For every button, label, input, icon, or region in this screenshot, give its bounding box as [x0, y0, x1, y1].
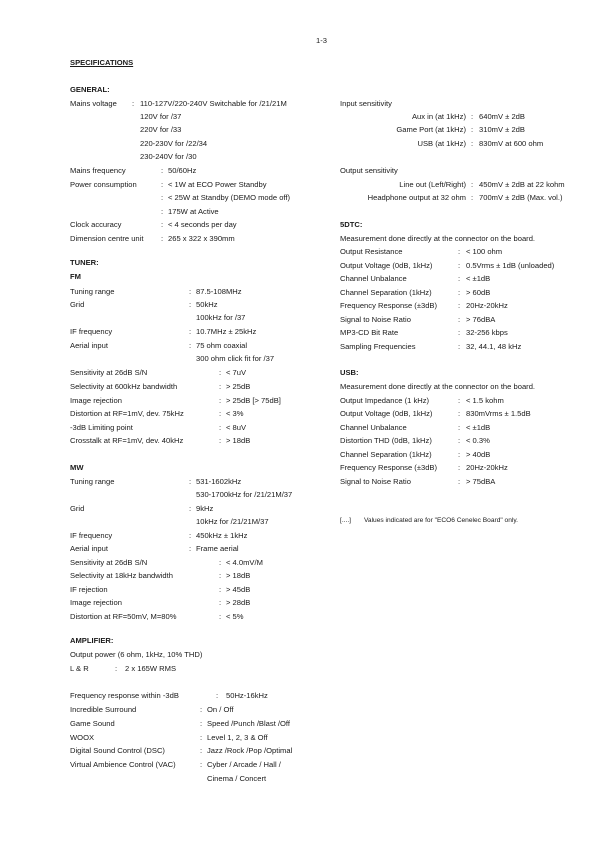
mw-tuning-range-value: 531-1602kHz: [196, 477, 242, 486]
mw-if-rejection-value: > 45dB: [226, 585, 251, 594]
game-sound-value: Speed /Punch /Blast /Off: [207, 719, 291, 728]
output-sensitivity-value: 700mV ± 2dB (Max. vol.): [479, 193, 563, 202]
vac-value: Cinema / Concert: [207, 774, 267, 783]
mw-if-rejection-label: IF rejection: [70, 585, 108, 594]
dtc-colon: :: [458, 288, 461, 297]
mains-voltage-value: 120V for /37: [140, 112, 182, 121]
amp-colon: :: [200, 746, 203, 755]
mw-image-rejection-value: > 28dB: [226, 598, 251, 607]
mw-colon: :: [189, 544, 192, 553]
usb-value: < 1.5 kohm: [466, 396, 504, 405]
fm-selectivity-value: > 25dB: [226, 382, 251, 391]
power-consumption-label: Power consumption: [70, 180, 137, 189]
dtc-intro: Measurement done directly at the connector on the board.: [340, 234, 536, 243]
power-consumption-value: 175W at Active: [168, 207, 219, 216]
power-consumption-colon: :: [161, 207, 164, 216]
mw-heading: MW: [70, 463, 84, 472]
input-sensitivity-label: USB (at 1kHz): [417, 139, 466, 148]
clock-accuracy-colon: :: [161, 220, 164, 229]
fm-colon: :: [219, 382, 222, 391]
fm-if-frequency-value: 10.7MHz ± 25kHz: [196, 327, 257, 336]
usb-colon: :: [458, 409, 461, 418]
dimension-colon: :: [161, 234, 164, 243]
power-consumption-value: < 25W at Standby (DEMO mode off): [168, 193, 291, 202]
input-sensitivity-colon: :: [471, 125, 474, 134]
mw-selectivity-label: Selectivity at 18kHz bandwidth: [70, 571, 173, 580]
dtc-label: Sampling Frequencies: [340, 342, 416, 351]
usb-value: > 40dB: [466, 450, 491, 459]
dtc-colon: :: [458, 301, 461, 310]
dtc-colon: :: [458, 328, 461, 337]
mw-colon: :: [189, 477, 192, 486]
fm-grid-label: Grid: [70, 300, 85, 309]
fm-crosstalk-value: > 18dB: [226, 436, 251, 445]
usb-value: < ±1dB: [466, 423, 491, 432]
fm-tuning-range-label: Tuning range: [70, 287, 115, 296]
fm-selectivity-label: Selectivity at 600kHz bandwidth: [70, 382, 178, 391]
input-sensitivity-colon: :: [471, 139, 474, 148]
fm-limiting-point-label: -3dB Limiting point: [70, 423, 133, 432]
mw-distortion-label: Distortion at RF=50mV, M=80%: [70, 612, 177, 621]
mw-colon: :: [219, 558, 222, 567]
output-sensitivity-colon: :: [471, 180, 474, 189]
mw-tuning-range-value: 530-1700kHz for /21/21M/37: [196, 490, 293, 499]
mw-aerial-input-label: Aerial input: [70, 544, 108, 553]
mw-colon: :: [219, 612, 222, 621]
output-sensitivity-heading: Output sensitivity: [340, 166, 398, 175]
general-heading: GENERAL:: [70, 85, 110, 94]
mw-sensitivity-label: Sensitivity at 26dB S/N: [70, 558, 148, 567]
dtc-value: < 100 ohm: [466, 247, 503, 256]
page-title: SPECIFICATIONS: [70, 58, 134, 67]
usb-label: Channel Unbalance: [340, 423, 407, 432]
dtc-heading: 5DTC:: [340, 220, 363, 229]
incredible-surround-label: Incredible Surround: [70, 705, 137, 714]
dtc-label: Signal to Noise Ratio: [340, 315, 411, 324]
usb-colon: :: [458, 436, 461, 445]
vac-value: Cyber / Arcade / Hall /: [207, 760, 281, 769]
dimension-value: 265 x 322 x 390mm: [168, 234, 235, 243]
footnote-text: Values indicated are for "ECO6 Cenelec Board" only.: [364, 517, 518, 524]
incredible-surround-value: On / Off: [207, 705, 234, 714]
mains-voltage-value: 110-127V/220-240V Switchable for /21/21M: [140, 99, 287, 108]
fm-colon: :: [189, 327, 192, 336]
clock-accuracy-label: Clock accuracy: [70, 220, 122, 229]
usb-label: Frequency Response (±3dB): [340, 463, 438, 472]
usb-heading: USB:: [340, 368, 359, 377]
dtc-label: Frequency Response (±3dB): [340, 301, 438, 310]
mw-tuning-range-label: Tuning range: [70, 477, 115, 486]
amp-colon: :: [200, 760, 203, 769]
vac-label: Virtual Ambience Control (VAC): [70, 760, 176, 769]
usb-value: 830mVrms ± 1.5dB: [466, 409, 531, 418]
game-sound-label: Game Sound: [70, 719, 115, 728]
input-sensitivity-label: Game Port (at 1kHz): [396, 125, 466, 134]
fm-aerial-input-value: 75 ohm coaxial: [196, 341, 248, 350]
usb-label: Distortion THD (0dB, 1kHz): [340, 436, 432, 445]
usb-label: Output Impedance (1 kHz): [340, 396, 430, 405]
dtc-value: 32-256 kbps: [466, 328, 508, 337]
mw-colon: :: [219, 571, 222, 580]
dimension-label: Dimension centre unit: [70, 234, 144, 243]
woox-label: WOOX: [70, 733, 95, 742]
fm-colon: :: [219, 409, 222, 418]
dtc-colon: :: [458, 274, 461, 283]
output-sensitivity-label: Line out (Left/Right): [399, 180, 466, 189]
mains-voltage-label: Mains voltage: [70, 99, 117, 108]
usb-label: Signal to Noise Ratio: [340, 477, 411, 486]
amp-colon: :: [200, 705, 203, 714]
input-sensitivity-value: 310mV ± 2dB: [479, 125, 525, 134]
usb-colon: :: [458, 396, 461, 405]
fm-grid-value: 100kHz for /37: [196, 313, 246, 322]
dtc-colon: :: [458, 261, 461, 270]
input-sensitivity-value: 830mV at 600 ohm: [479, 139, 544, 148]
fm-heading: FM: [70, 272, 81, 281]
mw-colon: :: [189, 531, 192, 540]
fm-crosstalk-label: Crosstalk at RF=1mV, dev. 40kHz: [70, 436, 184, 445]
mw-if-frequency-label: IF frequency: [70, 531, 113, 540]
mw-if-frequency-value: 450kHz ± 1kHz: [196, 531, 248, 540]
dtc-label: Channel Unbalance: [340, 274, 407, 283]
mw-aerial-input-value: Frame aerial: [196, 544, 239, 553]
usb-colon: :: [458, 423, 461, 432]
mains-voltage-value: 230-240V for /30: [140, 152, 197, 161]
dtc-colon: :: [458, 342, 461, 351]
fm-tuning-range-value: 87.5-108MHz: [196, 287, 242, 296]
fm-colon: :: [189, 300, 192, 309]
power-consumption-colon: :: [161, 193, 164, 202]
woox-value: Level 1, 2, 3 & Off: [207, 733, 268, 742]
freq-response-value: 50Hz-16kHz: [226, 691, 268, 700]
page-number: 1-3: [316, 36, 327, 45]
mw-colon: :: [219, 598, 222, 607]
power-consumption-colon: :: [161, 180, 164, 189]
dtc-value: 32, 44.1, 48 kHz: [466, 342, 522, 351]
amplifier-heading: AMPLIFIER:: [70, 636, 114, 645]
input-sensitivity-value: 640mV ± 2dB: [479, 112, 525, 121]
mains-frequency-label: Mains frequency: [70, 166, 126, 175]
output-sensitivity-value: 450mV ± 2dB at 22 kohm: [479, 180, 565, 189]
fm-colon: :: [219, 436, 222, 445]
fm-colon: :: [189, 341, 192, 350]
usb-colon: :: [458, 477, 461, 486]
dtc-value: 0.5Vrms ± 1dB (unloaded): [466, 261, 555, 270]
mains-voltage-value: 220-230V for /22/34: [140, 139, 208, 148]
fm-limiting-point-value: < 8uV: [226, 423, 247, 432]
amplifier-output-power: Output power (6 ohm, 1kHz, 10% THD): [70, 650, 203, 659]
fm-colon: :: [219, 396, 222, 405]
input-sensitivity-heading: Input sensitivity: [340, 99, 392, 108]
fm-distortion-value: < 3%: [226, 409, 244, 418]
fm-sensitivity-label: Sensitivity at 26dB S/N: [70, 368, 148, 377]
usb-colon: :: [458, 463, 461, 472]
fm-colon: :: [219, 368, 222, 377]
dtc-value: > 60dB: [466, 288, 491, 297]
mw-sensitivity-value: < 4.0mV/M: [226, 558, 263, 567]
tuner-heading: TUNER:: [70, 258, 99, 267]
amplifier-lr-colon: :: [115, 664, 118, 673]
dtc-value: 20Hz-20kHz: [466, 301, 508, 310]
input-sensitivity-colon: :: [471, 112, 474, 121]
mains-voltage-colon: :: [132, 99, 135, 108]
amp-colon: :: [200, 719, 203, 728]
dtc-label: Channel Separation (1kHz): [340, 288, 432, 297]
mw-grid-value: 9kHz: [196, 504, 214, 513]
usb-label: Output Voltage (0dB, 1kHz): [340, 409, 433, 418]
usb-label: Channel Separation (1kHz): [340, 450, 432, 459]
fm-sensitivity-value: < 7uV: [226, 368, 247, 377]
fm-image-rejection-label: Image rejection: [70, 396, 122, 405]
fm-image-rejection-value: > 25dB [> 75dB]: [226, 396, 281, 405]
dtc-colon: :: [458, 247, 461, 256]
mains-frequency-colon: :: [161, 166, 164, 175]
mw-colon: :: [189, 504, 192, 513]
dtc-colon: :: [458, 315, 461, 324]
mw-grid-value: 10kHz for /21/21M/37: [196, 517, 269, 526]
usb-value: > 75dBA: [466, 477, 496, 486]
fm-grid-value: 50kHz: [196, 300, 218, 309]
dtc-label: Output Voltage (0dB, 1kHz): [340, 261, 433, 270]
amplifier-lr-label: L & R: [70, 664, 89, 673]
usb-value: 20Hz-20kHz: [466, 463, 508, 472]
usb-colon: :: [458, 450, 461, 459]
usb-intro: Measurement done directly at the connector on the board.: [340, 382, 536, 391]
mains-frequency-value: 50/60Hz: [168, 166, 197, 175]
mains-voltage-value: 220V for /33: [140, 125, 182, 134]
mw-distortion-value: < 5%: [226, 612, 244, 621]
dtc-value: < ±1dB: [466, 274, 491, 283]
output-sensitivity-label: Headphone output at 32 ohm: [367, 193, 466, 202]
power-consumption-value: < 1W at ECO Power Standby: [168, 180, 267, 189]
freq-response-label: Frequency response within -3dB: [70, 691, 179, 700]
dtc-value: > 76dBA: [466, 315, 496, 324]
dtc-label: MP3-CD Bit Rate: [340, 328, 399, 337]
footnote-mark: [....]: [340, 517, 351, 524]
dsc-label: Digital Sound Control (DSC): [70, 746, 165, 755]
fm-colon: :: [219, 423, 222, 432]
mw-selectivity-value: > 18dB: [226, 571, 251, 580]
mw-colon: :: [219, 585, 222, 594]
clock-accuracy-value: < 4 seconds per day: [168, 220, 237, 229]
freq-response-colon: :: [216, 691, 219, 700]
fm-colon: :: [189, 287, 192, 296]
fm-aerial-input-label: Aerial input: [70, 341, 108, 350]
output-sensitivity-colon: :: [471, 193, 474, 202]
fm-distortion-label: Distortion at RF=1mV, dev. 75kHz: [70, 409, 184, 418]
mw-image-rejection-label: Image rejection: [70, 598, 122, 607]
amp-colon: :: [200, 733, 203, 742]
dsc-value: Jazz /Rock /Pop /Optimal: [207, 746, 293, 755]
fm-aerial-input-value: 300 ohm click fit for /37: [196, 354, 275, 363]
usb-value: < 0.3%: [466, 436, 490, 445]
mw-grid-label: Grid: [70, 504, 85, 513]
dtc-label: Output Resistance: [340, 247, 403, 256]
fm-if-frequency-label: IF frequency: [70, 327, 113, 336]
input-sensitivity-label: Aux in (at 1kHz): [411, 112, 466, 121]
amplifier-lr-value: 2 x 165W RMS: [125, 664, 177, 673]
